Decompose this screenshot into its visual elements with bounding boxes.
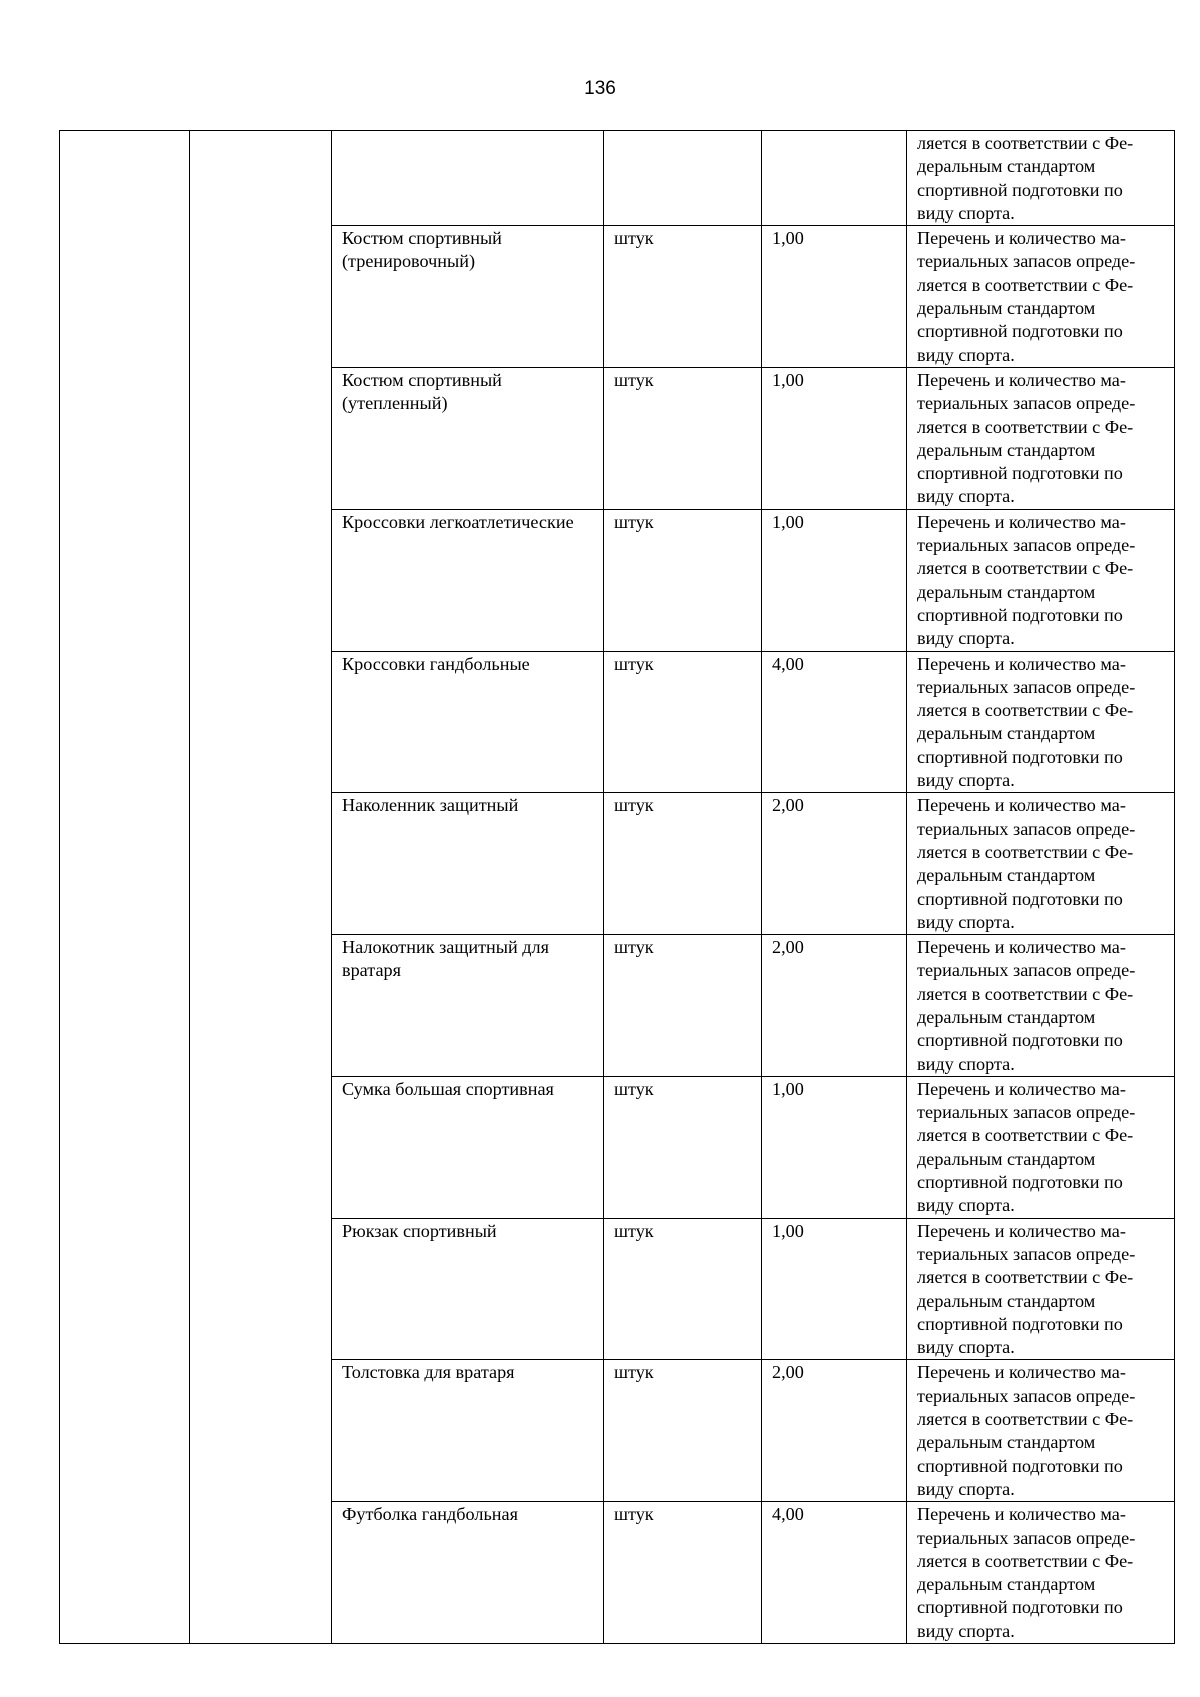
quantity-cell: 4,00	[762, 1502, 907, 1644]
quantity-cell: 4,00	[762, 651, 907, 793]
equipment-table	[59, 130, 1175, 1644]
unit-cell: штук	[604, 1360, 762, 1502]
item-name-cell: Костюм спортивный (тренировочный)	[332, 226, 604, 368]
item-name-cell: Наколенник защитный	[332, 793, 604, 935]
quantity-cell: 1,00	[762, 367, 907, 509]
table-row	[60, 131, 1175, 226]
merged-empty-cell-2	[190, 131, 332, 1644]
unit-cell: штук	[604, 935, 762, 1077]
quantity-cell: 1,00	[762, 226, 907, 368]
unit-cell: штук	[604, 1218, 762, 1360]
merged-empty-cell-1	[60, 131, 190, 1644]
item-name-cell: Толстовка для вратаря	[332, 1360, 604, 1502]
quantity-cell: 2,00	[762, 1360, 907, 1502]
unit-cell: штук	[604, 1502, 762, 1644]
item-name-cell: Костюм спортивный (утепленный)	[332, 367, 604, 509]
unit-cell: штук	[604, 1076, 762, 1218]
item-name-cell: Кроссовки гандбольные	[332, 651, 604, 793]
note-cell: Перечень и количество ма- териальных запасов опреде- ляется в соответствии с Фе- деральным стандартом спортивной подготовки по виду спорта.	[907, 226, 1175, 368]
item-name-cell: Рюкзак спортивный	[332, 1218, 604, 1360]
note-cell: Перечень и количество ма- териальных запасов опреде- ляется в соответствии с Фе- деральным стандартом спортивной подготовки по виду спорта.	[907, 1076, 1175, 1218]
note-cell: Перечень и количество ма- териальных запасов опреде- ляется в соответствии с Фе- деральным стандартом спортивной подготовки по виду спорта.	[907, 935, 1175, 1077]
note-cell: Перечень и количество ма- териальных запасов опреде- ляется в соответствии с Фе- деральным стандартом спортивной подготовки по виду спорта.	[907, 1360, 1175, 1502]
quantity-cell: 1,00	[762, 1218, 907, 1360]
unit-cell: штук	[604, 226, 762, 368]
item-name-cell: Футболка гандбольная	[332, 1502, 604, 1644]
unit-cell: штук	[604, 793, 762, 935]
unit-cell: штук	[604, 651, 762, 793]
note-cell: ляется в соответствии с Фе- деральным стандартом спортивной подготовки по виду спорта.	[907, 131, 1175, 226]
quantity-cell	[762, 131, 907, 226]
quantity-cell: 1,00	[762, 1076, 907, 1218]
page-number: 136	[584, 78, 616, 99]
note-cell: Перечень и количество ма- териальных запасов опреде- ляется в соответствии с Фе- деральным стандартом спортивной подготовки по виду спорта.	[907, 651, 1175, 793]
unit-cell: штук	[604, 367, 762, 509]
note-cell: Перечень и количество ма- териальных запасов опреде- ляется в соответствии с Фе- деральным стандартом спортивной подготовки по виду спорта.	[907, 367, 1175, 509]
unit-cell	[604, 131, 762, 226]
quantity-cell: 2,00	[762, 793, 907, 935]
note-cell: Перечень и количество ма- териальных запасов опреде- ляется в соответствии с Фе- деральным стандартом спортивной подготовки по виду спорта.	[907, 793, 1175, 935]
unit-cell: штук	[604, 509, 762, 651]
quantity-cell: 1,00	[762, 509, 907, 651]
item-name-cell: Сумка большая спортивная	[332, 1076, 604, 1218]
item-name-cell: Налокотник защитный для вратаря	[332, 935, 604, 1077]
note-cell: Перечень и количество ма- териальных запасов опреде- ляется в соответствии с Фе- деральным стандартом спортивной подготовки по виду спорта.	[907, 1218, 1175, 1360]
note-cell: Перечень и количество ма- териальных запасов опреде- ляется в соответствии с Фе- деральным стандартом спортивной подготовки по виду спорта.	[907, 1502, 1175, 1644]
item-name-cell	[332, 131, 604, 226]
note-cell: Перечень и количество ма- териальных запасов опреде- ляется в соответствии с Фе- деральным стандартом спортивной подготовки по виду спорта.	[907, 509, 1175, 651]
item-name-cell: Кроссовки легкоатлетические	[332, 509, 604, 651]
quantity-cell: 2,00	[762, 935, 907, 1077]
